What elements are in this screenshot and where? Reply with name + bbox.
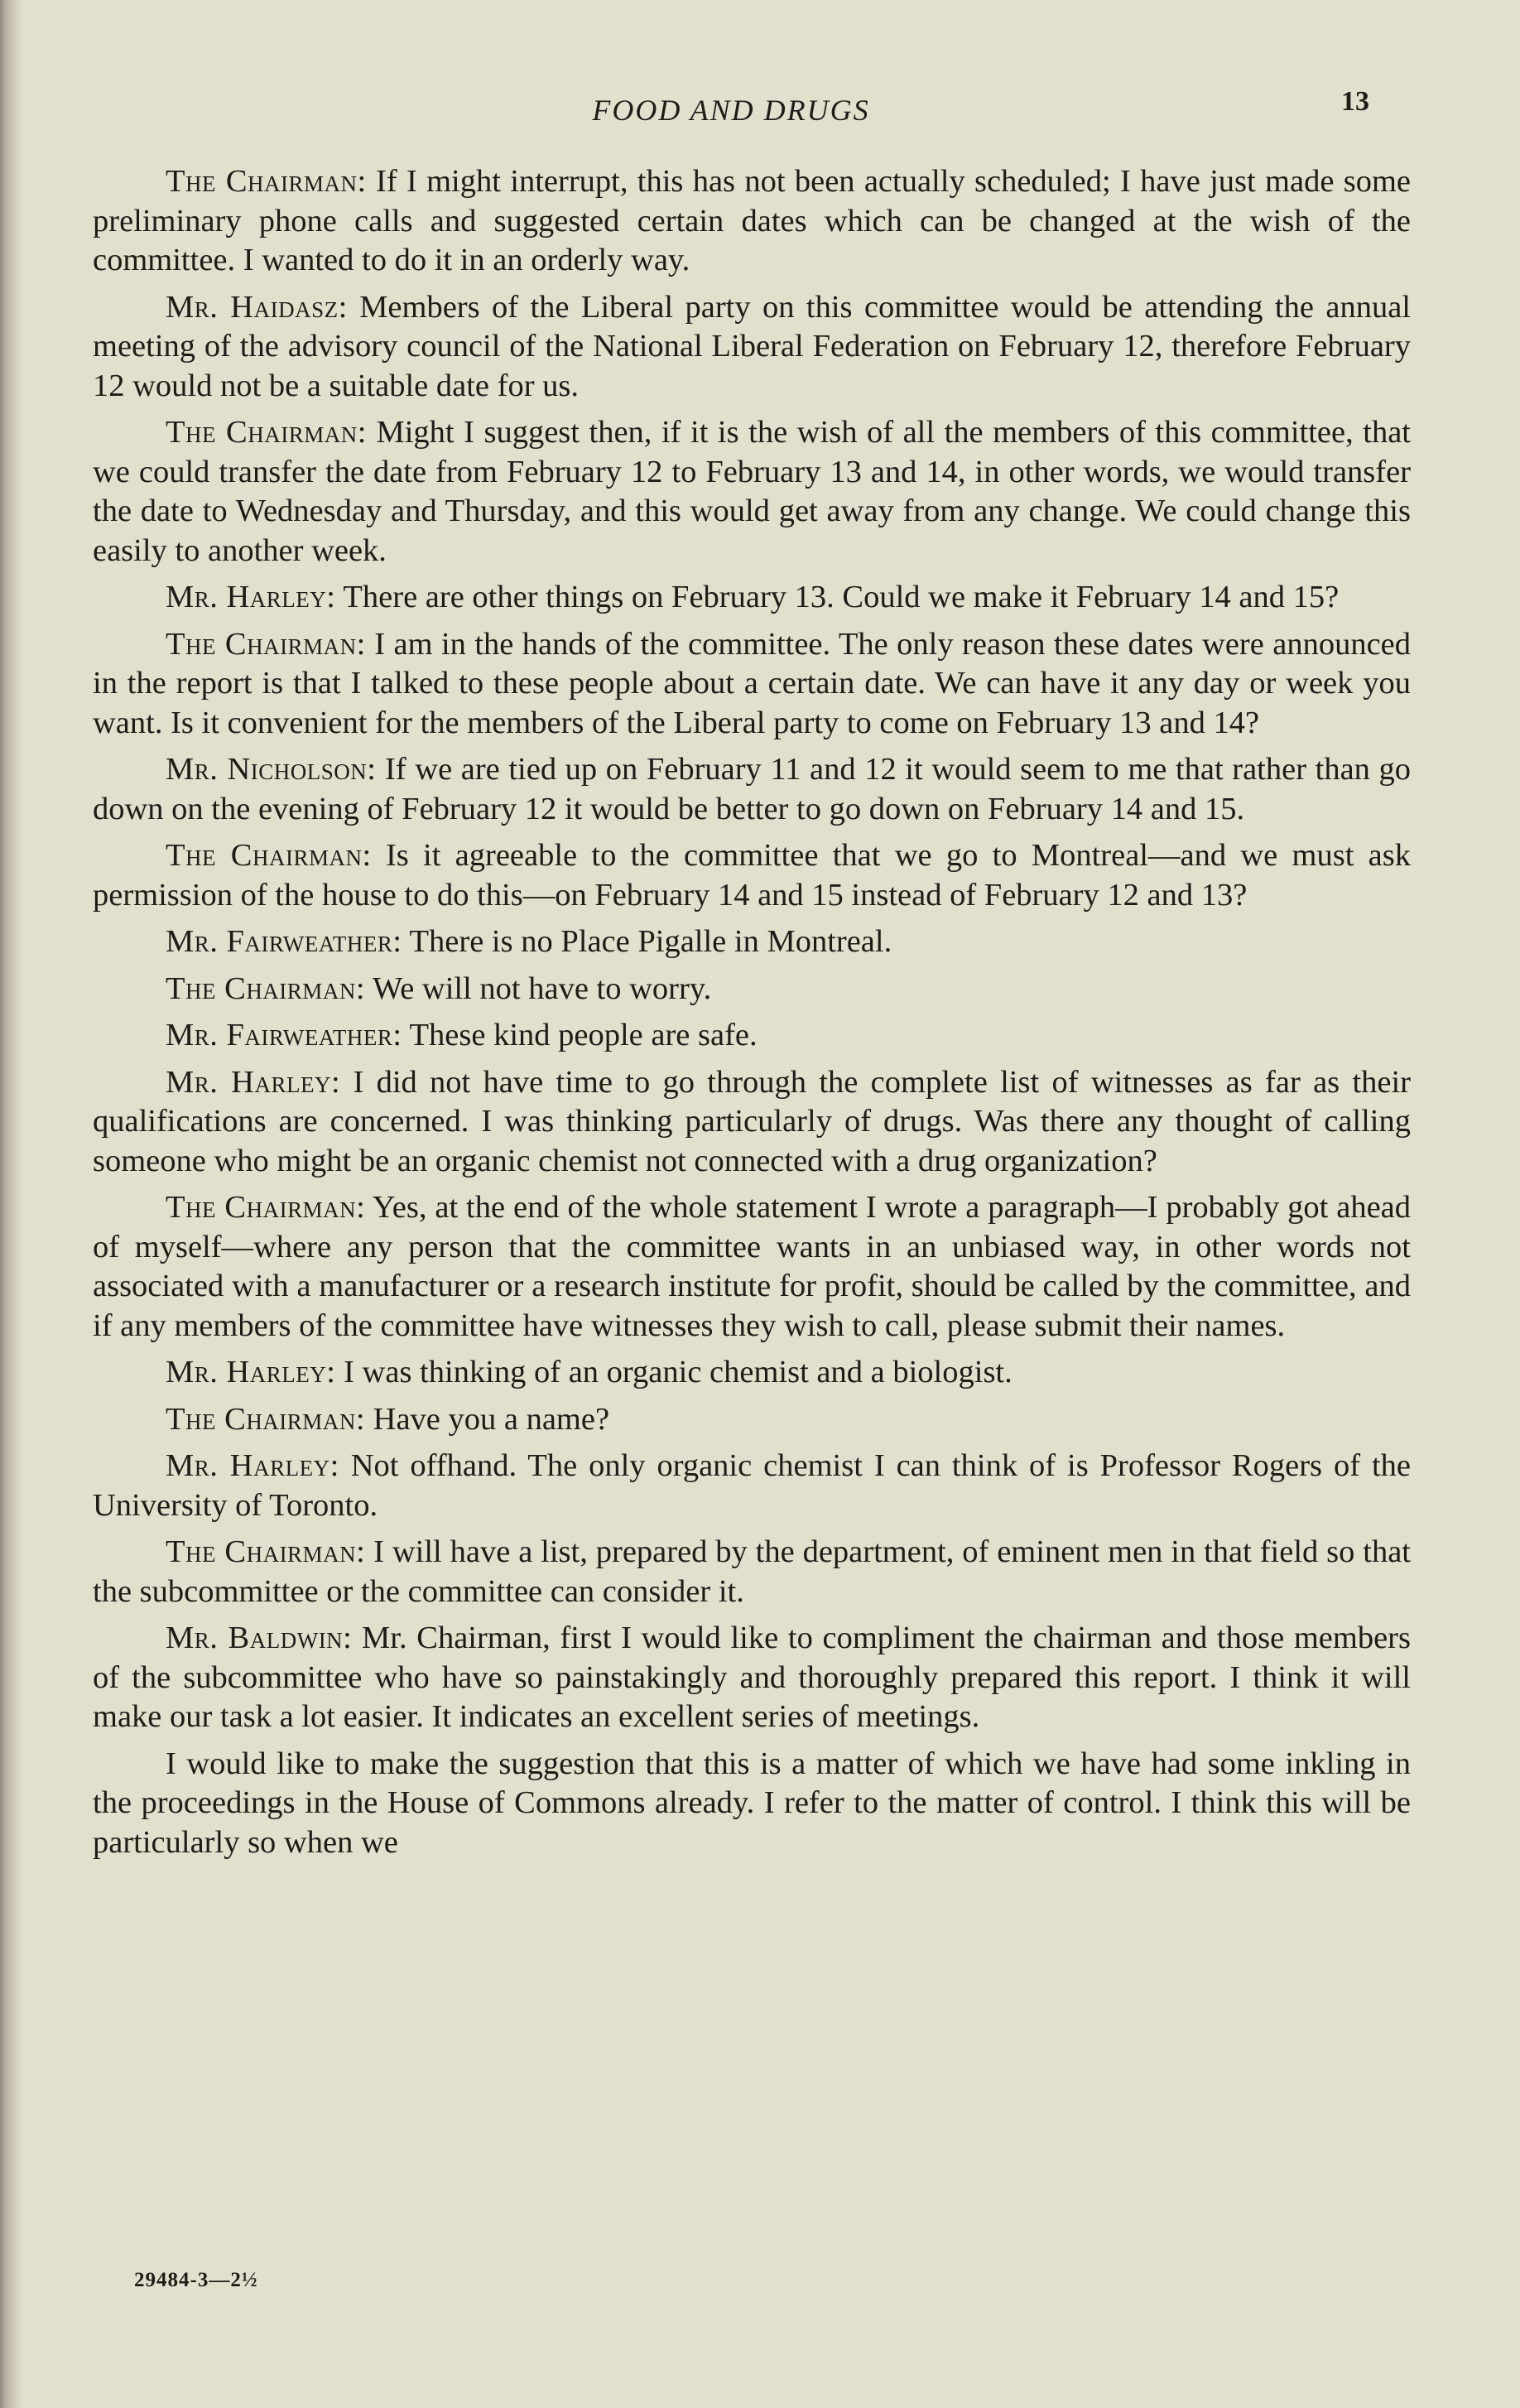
binding-gutter xyxy=(0,0,25,2408)
paragraph-text: I would like to make the suggestion that this is a matter of which we have had some inkling in the proceedings in the House of Commons already. I refer to the matter of control. I think this will be particularly so when we xyxy=(93,1746,1411,1860)
speaker-name: Mr. Fairweather: xyxy=(166,924,402,959)
paragraph-text: I was thinking of an organic chemist and a biologist. xyxy=(335,1355,1013,1389)
transcript-paragraph xyxy=(93,922,1411,962)
speaker-name: Mr. Harley: xyxy=(166,1448,339,1483)
speaker-name: The Chairman: xyxy=(166,415,367,450)
body-text xyxy=(93,162,1411,1870)
transcript-paragraph xyxy=(93,1400,1411,1440)
paragraph-text: Mr. Chairman, first I would like to compliment the chairman and those members of the subcommittee who have so painstakingly and thoroughly prepared this report. I think it will make our task a lot easier. It indicates an excellent series of meetings. xyxy=(93,1621,1411,1734)
transcript-paragraph xyxy=(93,970,1411,1009)
transcript-paragraph xyxy=(93,1353,1411,1393)
paragraph-text: There is no Place Pigalle in Montreal. xyxy=(402,924,892,959)
speaker-name: The Chairman: xyxy=(166,1190,366,1225)
speaker-name: The Chairman: xyxy=(166,838,372,873)
transcript-paragraph xyxy=(93,625,1411,744)
speaker-name: Mr. Harley: xyxy=(166,580,336,614)
speaker-name: Mr. Nicholson: xyxy=(166,752,377,787)
paragraph-text: I am in the hands of the committee. The only reason these dates were announced in the report is that I talked to these people about a certain date. We can have it any day or week you want. Is it convenient for the members of the Liberal party to come on February 13 and 14? xyxy=(93,626,1412,740)
paragraph-text: We will not have to worry. xyxy=(365,970,712,1006)
transcript-paragraph xyxy=(93,1619,1411,1737)
transcript-paragraph xyxy=(93,162,1411,281)
transcript-paragraph xyxy=(93,1063,1411,1182)
paragraph-text: Might I suggest then, if it is the wish of all the members of this committee, that we could transfer the date from February 12 to February 13 and 14, in other words, we would transfer the date to Wednesday and Thursday, and this would get away from any change. We could change this easily to another week. xyxy=(93,415,1411,568)
speaker-name: The Chairman: xyxy=(166,164,367,199)
transcript-paragraph xyxy=(93,1447,1411,1525)
transcript-paragraph xyxy=(93,750,1411,829)
paragraph-text: If I might interrupt, this has not been actually scheduled; I have just made some preliminary phone calls and suggested certain dates which can be changed at the wish of the committee. I wanted to do it in an orderly way. xyxy=(93,164,1411,277)
paragraph-text: Members of the Liberal party on this committee would be attending the annual meeting of the advisory council of the National Liberal Federation on February 12, therefore February 12 would not be a suitable date for us. xyxy=(93,289,1411,403)
transcript-paragraph xyxy=(93,1188,1411,1346)
page-number: 13 xyxy=(1341,86,1369,117)
speaker-name: Mr. Harley: xyxy=(166,1355,336,1389)
paragraph-text: These kind people are safe. xyxy=(402,1018,758,1052)
paragraph-text: Have you a name? xyxy=(365,1401,610,1437)
paragraph-text: If we are tied up on February 11 and 12 it would seem to me that rather than go down on the evening of February 12 it would be better to go down on February 14 and 15. xyxy=(93,752,1411,826)
speaker-name: The Chairman: xyxy=(166,1401,366,1437)
running-head: FOOD AND DRUGS xyxy=(592,94,870,127)
speaker-name: Mr. Fairweather: xyxy=(166,1018,402,1052)
printer-code: 29484-3—2½ xyxy=(134,2269,258,2291)
speaker-name: Mr. Haidasz: xyxy=(166,289,348,325)
paragraph-text: There are other things on February 13. Could we make it February 14 and 15? xyxy=(335,580,1340,614)
paragraph-text: Yes, at the end of the whole statement I wrote a paragraph—I probably got ahead of myself—where any person that the committee wants in an unbiased way, in other words not associated with a manufacturer or a research institute for profit, should be called by the committee, and if any members of the committee have witnesses they wish to call, please submit their names. xyxy=(93,1190,1412,1343)
transcript-paragraph xyxy=(93,1533,1411,1611)
paragraph-text: I will have a list, prepared by the department, of eminent men in that field so that the subcommittee or the committee can consider it. xyxy=(93,1534,1412,1609)
paragraph-text: Is it agreeable to the committee that we go to Montreal—and we must ask permission of the house to do this—on February 14 and 15 instead of February 12 and 13? xyxy=(93,838,1411,913)
transcript-paragraph xyxy=(93,1745,1411,1863)
paragraph-text: Not offhand. The only organic chemist I can think of is Professor Rogers of the University of Toronto. xyxy=(93,1448,1411,1523)
speaker-name: Mr. Baldwin: xyxy=(166,1621,353,1655)
paragraph-text: I did not have time to go through the complete list of witnesses as far as their qualifications are concerned. I was thinking particularly of drugs. Was there any thought of calling someone who might be an organic chemist not connected with a drug organization? xyxy=(93,1064,1411,1178)
page-header xyxy=(0,86,1520,134)
transcript-paragraph xyxy=(93,1016,1411,1056)
speaker-name: Mr. Harley: xyxy=(166,1064,341,1100)
speaker-name: The Chairman: xyxy=(166,1534,366,1569)
transcript-paragraph xyxy=(93,288,1411,407)
transcript-paragraph xyxy=(93,578,1411,618)
speaker-name: The Chairman: xyxy=(166,970,366,1006)
transcript-paragraph xyxy=(93,836,1411,915)
transcript-paragraph xyxy=(93,413,1411,571)
speaker-name: The Chairman: xyxy=(166,626,366,662)
